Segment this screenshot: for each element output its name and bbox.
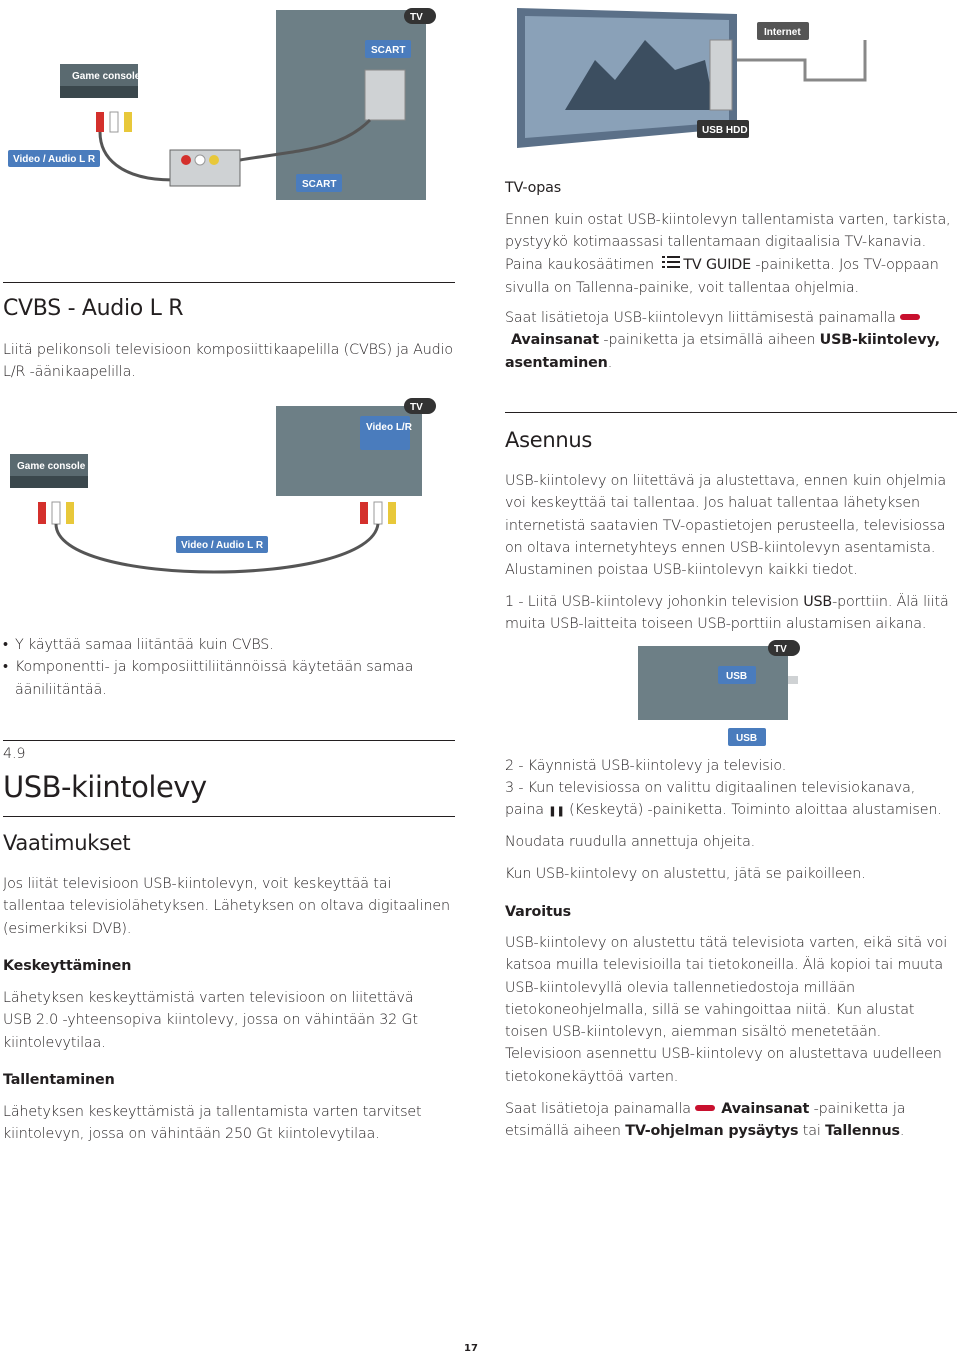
bullet-item: • Y käyttää samaa liitäntää kuin CVBS.	[3, 634, 443, 656]
tv-guide-icon	[662, 253, 680, 275]
scart-tag-2-label: SCART	[302, 179, 337, 190]
usb-tag-2-label: USB	[736, 733, 758, 744]
game-console-2-label: Game console	[17, 461, 86, 472]
page-number: 17	[464, 1343, 478, 1354]
red-key-icon	[695, 1105, 715, 1111]
tv-badge	[404, 8, 436, 24]
video-audio-tag-2	[176, 536, 268, 553]
install-info-a: Saat lisätietoja USB-kiintolevyn liittämisestä painamalla	[505, 310, 896, 326]
scart-port	[365, 70, 405, 120]
tv-badge-3	[768, 640, 800, 656]
tv-back-panel-3	[638, 646, 788, 720]
more-info-a: Saat lisätietoja painamalla	[505, 1101, 691, 1117]
cvbs-connection-illustration	[0, 398, 460, 593]
usb-tag-2	[728, 728, 766, 746]
game-console-2	[10, 454, 88, 488]
more-info-tai: tai	[802, 1123, 821, 1140]
game-console-1	[60, 64, 141, 98]
usb-hdd-tag	[697, 120, 749, 138]
scart-connection-illustration	[0, 0, 460, 200]
pause-heading: Keskeyttäminen	[3, 958, 132, 974]
tvguide-text-2	[505, 253, 955, 300]
install-heading: Asennus	[505, 428, 592, 452]
record-text: Lähetyksen keskeyttämistä ja tallentamista varten tarvitset kiintolevyn, jossa on vähintään 250 Gt kiintolevytilaa.	[3, 1104, 422, 1143]
install-info-b: -painiketta ja etsimällä aiheen	[603, 332, 816, 349]
usb-tag-1	[718, 666, 756, 684]
install-info-topic: USB-kiintolevy, asentaminen	[505, 332, 940, 371]
scart-tag-1-label: SCART	[371, 45, 406, 56]
game-console-1-label: Game console	[72, 71, 141, 82]
step-3	[505, 777, 957, 824]
more-info-key: Avainsanat	[721, 1101, 810, 1117]
requirements-rule	[3, 816, 455, 817]
tv-badge-3-label: TV	[774, 644, 787, 655]
more-info-b: -painiketta ja etsimällä aiheen	[505, 1101, 906, 1140]
bullet-item: • Komponentti- ja komposiittiliitännöissä käytetään samaa ääniliitäntää.	[3, 656, 443, 701]
usb-connection-illustration	[632, 636, 802, 748]
step-3b: (Keskeytä) -painiketta. Toiminto aloittaa alustamisen.	[569, 802, 942, 819]
warning-heading: Varoitus	[505, 904, 572, 920]
step-3a: 3 - Kun televisiossa on valittu digitaalinen televisiokanava, paina	[505, 780, 916, 819]
more-info-end: .	[899, 1123, 905, 1140]
cvbs-heading: CVBS - Audio L R	[3, 296, 184, 321]
step-1	[505, 591, 957, 636]
video-audio-tag-1-label: Video / Audio L R	[13, 154, 96, 165]
usb-hdd-tag-label: USB HDD	[702, 125, 748, 136]
video-audio-tag-1	[8, 150, 100, 167]
leave-text: Kun USB-kiintolevy on alustettu, jätä se paikoilleen.	[505, 866, 866, 882]
install-rule	[505, 412, 957, 413]
install-text: USB-kiintolevy on liitettävä ja alustettava, ennen kuin ohjelmia voi keskeyttää tai tallentaa. Jos haluat tallentaa lähetyksen internetistä saatavien TV-opastietojen perusteella, televisiossa on oltava internetyhteys ennen USB-kiintolevyn asentamista. Alustaminen poistaa USB-kiintolevyn kaikki tiedot.	[505, 473, 946, 579]
usb-hdd-device	[710, 40, 732, 110]
step-1b: -porttiin. Älä liitä muita USB-laitteita toiseen USB-porttiin alustamisen aikana.	[505, 594, 949, 633]
cvbs-text: Liitä pelikonsoli televisioon komposiittikaapelilla (CVBS) ja Audio L/R -äänikaapelilla.	[3, 342, 453, 381]
pause-text: Lähetyksen keskeyttämistä varten televisioon on liitettävä USB 2.0 -yhteensopiva kiintolevy, jossa on vähintään 32 Gt kiintolevytilaa.	[3, 990, 418, 1051]
section-rule	[3, 740, 455, 741]
section-number: 4.9	[3, 746, 26, 762]
requirements-heading: Vaatimukset	[3, 831, 131, 855]
tv-badge-label: TV	[410, 12, 423, 23]
rca-plugs-1	[96, 112, 132, 132]
tv-badge-2-label: TV	[410, 402, 423, 413]
tvguide-heading: TV-opas	[505, 180, 562, 196]
scart-tag-1	[365, 40, 411, 58]
video-lr-tag	[360, 416, 413, 450]
tvguide-text-2b: -painiketta. Jos TV-oppaan sivulla on Tallenna-painike, voit tallentaa ohjelmia.	[505, 257, 939, 297]
requirements-text: Jos liität televisioon USB-kiintolevyn, voit keskeyttää tai tallentaa televisiolähetyksen. Lähetyksen on oltava digitaalinen (esimerkiksi DVB).	[3, 876, 450, 937]
warning-text: USB-kiintolevy on alustettu tätä televisiota varten, eikä sitä voi katsoa muilla televisioilla tai tietokoneilla. Älä kopioi tai muuta USB-kiintolevyllä olevia tallennetiedostoja millään tietokoneohjelmalla, sillä se vahingoittaa niitä. Kun alustat toisen USB-kiintolevyn, aiemman sisältö menetetään. Televisioon asennettu USB-kiintolevy on alustettava uudelleen tietokonekäyttöä varten.	[505, 935, 948, 1085]
usb-plug	[788, 676, 798, 684]
red-key-icon	[900, 314, 920, 320]
internet-tag-label: Internet	[764, 27, 801, 38]
connection-notes	[3, 634, 443, 701]
usb-tag-1-label: USB	[726, 671, 748, 682]
step-1a: 1 - Liitä USB-kiintolevy johonkin television	[505, 594, 799, 610]
internet-tag	[757, 22, 809, 40]
tvguide-text-2a: Paina kaukosäätimen	[505, 257, 654, 274]
tvguide-text-1: Ennen kuin ostat USB-kiintolevyn tallentamista varten, tarkista, pystyykö kotimaassasi tallentamaan digitaalisia TV-kanavia.	[505, 212, 951, 251]
install-info: Saat lisätietoja USB-kiintolevyn liittämisestä painamalla Avainsanat -painiketta ja etsimällä aiheen USB-kiintolevy, asentaminen.	[505, 310, 940, 371]
more-info	[505, 1098, 957, 1143]
record-heading: Tallentaminen	[3, 1072, 115, 1088]
follow-text: Noudata ruudulla annettuja ohjeita.	[505, 834, 756, 850]
pause-icon: ❚❚	[548, 806, 565, 818]
more-info-topic-1: TV-ohjelman pysäytys	[625, 1123, 799, 1140]
video-lr-tag-label: Video L/R	[366, 422, 412, 433]
scart-adapter	[170, 150, 240, 186]
section-title: USB-kiintolevy	[3, 770, 207, 804]
tv-badge-2	[404, 398, 436, 414]
network-cable	[737, 40, 865, 80]
cvbs-rule	[3, 282, 455, 283]
rca-plugs-2	[38, 502, 396, 524]
video-audio-tag-2-label: Video / Audio L R	[181, 540, 264, 551]
tvguide-key: TV GUIDE	[683, 257, 752, 274]
more-info-topic-2: Tallennus	[825, 1123, 900, 1140]
install-info-key: Avainsanat	[511, 332, 599, 349]
scart-tag-2	[296, 174, 342, 192]
step-2: 2 - Käynnistä USB-kiintolevy ja televisio.	[505, 758, 787, 774]
usb-hdd-setup-illustration	[505, 0, 960, 160]
step-1-key: USB	[803, 594, 833, 610]
